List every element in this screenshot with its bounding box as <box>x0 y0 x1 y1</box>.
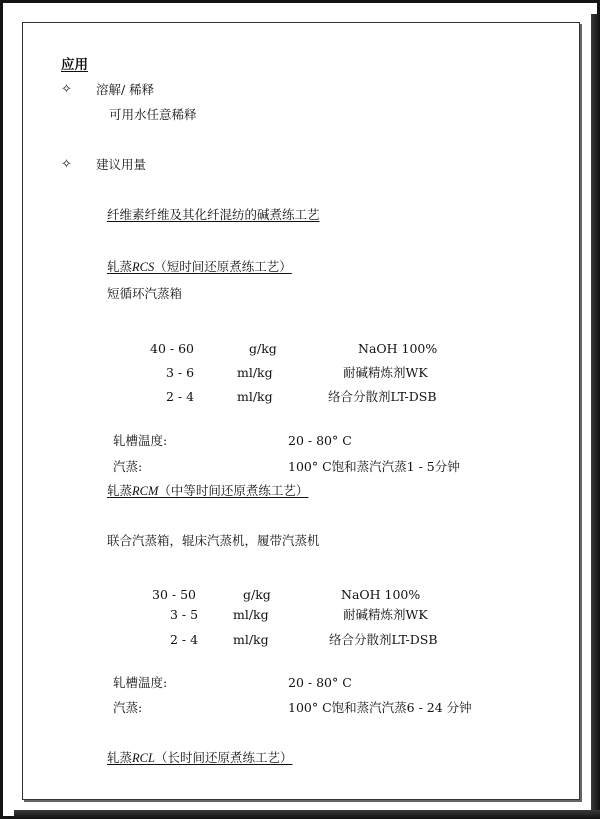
rcm-row-1-chem: NaOH 100% <box>341 587 421 602</box>
rcm-equipment: 联合汽蒸箱，辊床汽蒸机，履带汽蒸机 <box>107 533 320 548</box>
dissolve-title: 溶解/ 稀释 <box>96 82 155 97</box>
rcs-steam-value: 100° C饱和蒸汽汽蒸1 - 5分钟 <box>288 459 460 474</box>
rcs-row-1-range: 40 - 60 <box>150 341 194 356</box>
rcs-row-3-chem: 络合分散剂LT-DSB <box>328 389 437 404</box>
bullet-diamond-icon: ✧ <box>61 157 72 172</box>
rcl-title: 轧蒸RCL（长时间还原煮练工艺） <box>107 750 293 765</box>
rcm-row-3-unit: ml/kg <box>233 632 269 647</box>
dosage-title: 建议用量 <box>96 157 147 172</box>
rcs-row-2-chem: 耐碱精炼剂WK <box>343 365 428 380</box>
rcs-row-1-chem: NaOH 100% <box>358 341 438 356</box>
rcm-steam-value: 100° C饱和蒸汽汽蒸6 - 24 分钟 <box>288 700 472 715</box>
bullet-diamond-icon: ✧ <box>61 82 72 97</box>
rcs-temp-label: 轧槽温度: <box>113 433 168 448</box>
rcs-row-3-unit: ml/kg <box>237 389 273 404</box>
rcs-row-2-unit: ml/kg <box>237 365 273 380</box>
rcm-row-2-range: 3 - 5 <box>170 607 199 622</box>
frame-shadow-right <box>591 14 600 819</box>
rcm-row-3-range: 2 - 4 <box>170 632 199 647</box>
rcm-steam-label: 汽蒸: <box>113 700 143 715</box>
rcm-title: 轧蒸RCM（中等时间还原煮练工艺） <box>107 483 309 498</box>
frame-shadow-bottom <box>14 810 600 819</box>
rcm-row-1-unit: g/kg <box>243 587 271 602</box>
rcs-row-3-range: 2 - 4 <box>166 389 195 404</box>
dissolve-text: 可用水任意稀释 <box>109 107 197 122</box>
rcm-row-2-chem: 耐碱精炼剂WK <box>343 607 428 622</box>
rcs-row-1-unit: g/kg <box>249 341 277 356</box>
process-subtitle: 纤维素纤维及其化纤混纺的碱煮练工艺 <box>107 207 320 222</box>
rcm-temp-value: 20 - 80° C <box>288 675 352 690</box>
rcs-title: 轧蒸RCS（短时间还原煮练工艺） <box>107 259 292 274</box>
rcs-row-2-range: 3 - 6 <box>166 365 195 380</box>
document-page <box>22 22 580 800</box>
section-heading: 应用 <box>61 57 88 73</box>
rcm-row-2-unit: ml/kg <box>233 607 269 622</box>
rcs-temp-value: 20 - 80° C <box>288 433 352 448</box>
rcs-steam-label: 汽蒸: <box>113 459 143 474</box>
rcm-row-1-range: 30 - 50 <box>152 587 196 602</box>
rcm-temp-label: 轧槽温度: <box>113 675 168 690</box>
rcm-row-3-chem: 络合分散剂LT-DSB <box>329 632 438 647</box>
rcs-equipment: 短循环汽蒸箱 <box>107 286 183 301</box>
